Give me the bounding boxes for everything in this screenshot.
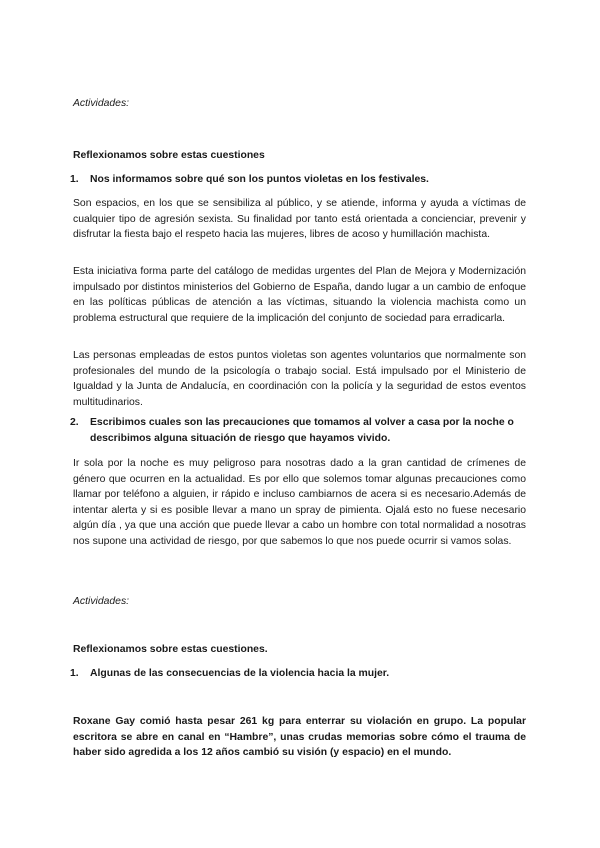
section1-item-2 (70, 415, 526, 446)
list-item-text: Algunas de las consecuencias de la violencia hacia la mujer. (90, 668, 390, 679)
section2-subheading: Reflexionamos sobre estas cuestiones. (73, 644, 268, 655)
section1-item-1 (70, 172, 526, 188)
section2-heading: Actividades: (73, 596, 130, 607)
list-number: 2. (70, 417, 79, 428)
list-item-text: Escribimos cuales son las precauciones que tomamos al volver a casa por la noche o describimos alguna situación de riesgo que hayamos vivido. (90, 417, 514, 444)
list-item-text: Nos informamos sobre qué son los puntos violetas en los festivales. (90, 174, 429, 185)
section2-item-1 (70, 666, 526, 682)
section1-heading: Actividades: (73, 98, 130, 109)
list-number: 1. (70, 174, 79, 185)
section1-paragraph-2: Esta iniciativa forma parte del catálogo de medidas urgentes del Plan de Mejora y Modernización impulsado por distintos ministerios del Gobierno de España, dando lugar a un cambio de enfoque en las políticas públicas de atención a las víctimas, situando la violencia machista como un problema estructural que requiere de la implicación del conjunto de sociedad para erradicarla. (73, 266, 526, 324)
section1-paragraph-3: Las personas empleadas de estos puntos violetas son agentes voluntarios que normalmente son profesionales del mundo de la psicología o trabajo social. Está impulsado por el Ministerio de Igualdad y la Junta de Andalucía, en coordinación con la policía y la seguridad de estos eventos multitudinarios. (73, 350, 526, 408)
section2-paragraph-1: Roxane Gay comió hasta pesar 261 kg para enterrar su violación en grupo. La popular escritora se abre en canal en “Hambre”, unas crudas memorias sobre cómo el trauma de haber sido agredida a los 12 años cambió su visión (y espacio) en el mundo. (73, 716, 526, 758)
section1-paragraph-1: Son espacios, en los que se sensibiliza al público, y se atiende, informa y ayuda a víctimas de cualquier tipo de agresión sexista. Su finalidad por tanto está orientada a concienciar, prevenir y disfrutar la fiesta bajo el respeto hacia las mujeres, libres de acoso y humillación machista. (73, 198, 526, 240)
section1-paragraph-4: Ir sola por la noche es muy peligroso para nosotras dado a la gran cantidad de crímenes de género que ocurren en la actualidad. Es por ello que solemos tomar algunas precauciones como llamar por teléfono a alguien, ir rápido e incluso cambiarnos de acera si es necesario.Además de intentar alerta y si es posible llevar a mano un spray de pimienta. Ojalá esto no fuese necesario algún día , ya que una acción que puede llevar a cabo un hombre con total normalidad a nosotras nos supone una actividad de riesgo, por que sabemos lo que nos puede ocurrir si vamos solas. (73, 458, 526, 547)
section1-subheading: Reflexionamos sobre estas cuestiones (73, 150, 265, 161)
list-number: 1. (70, 668, 79, 679)
